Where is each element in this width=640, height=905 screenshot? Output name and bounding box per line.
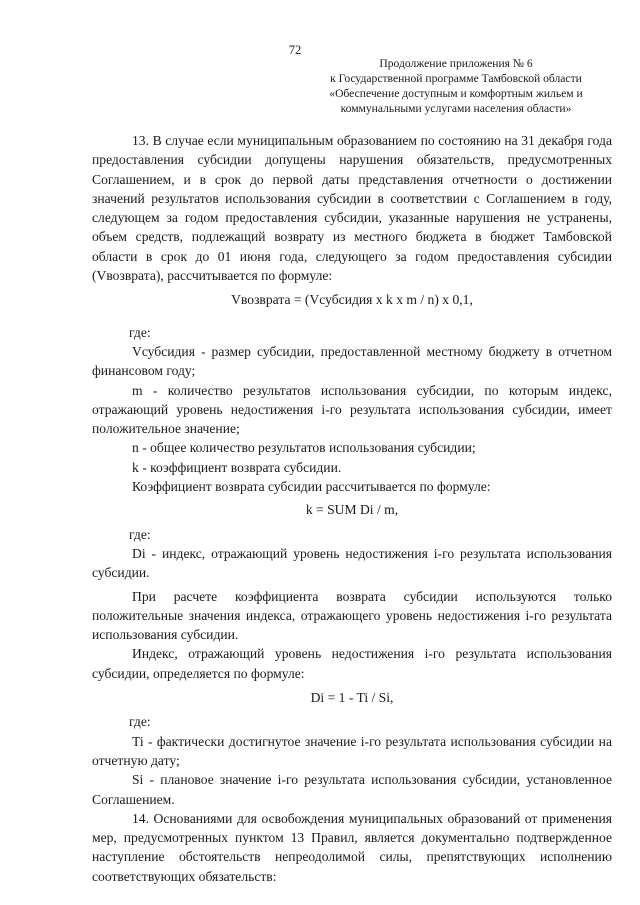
paragraph-14: 14. Основаниями для освобождения муниципальных образований от применения мер, предусмотренных пунктом 13 Правил, является документально подтвержденное наступление обстоятельств непреодолимой силы, препятствующих исполнению соответствующих обязательств:	[92, 810, 612, 884]
appendix-header	[306, 56, 606, 116]
page-number: 72	[288, 43, 302, 57]
formula-di: Di = 1 - Ti / Si,	[310, 690, 394, 706]
header-line-1: Продолжение приложения № 6	[379, 57, 533, 70]
header-line-3: «Обеспечение доступным и комфортным жильем и	[329, 87, 583, 100]
header-line-2: к Государственной программе Тамбовской области	[330, 72, 582, 85]
def-m: m - количество результатов использования субсидии, по которым индекс, отражающий уровень недостижения i-го результата использования субсидии, имеет положительное значение;	[92, 382, 612, 437]
formula-k: k = SUM Di / m,	[305, 502, 399, 518]
where-label-2: где:	[129, 526, 151, 542]
def-v-subsidy: Vсубсидия - размер субсидии, предоставленной местному бюджету в отчетном финансовом году;	[92, 343, 612, 379]
def-k: k - коэффициент возврата субсидии.	[132, 459, 342, 475]
paragraph-13: 13. В случае если муниципальным образованием по состоянию на 31 декабря года предоставления субсидии допущены нарушения обязательств, предусмотренных Соглашением, и в срок до первой даты представления отчетности о достижении значений результатов использования субсидии в соответствии с Соглашением в году, следующем за годом предоставления субсидии, указанные нарушения не устранены, объем средств, подлежащий возврату из местного бюджета в бюджет Тамбовской области в срок до 01 июня года, следующего за годом предоставления субсидии (Vвозврата), рассчитывается по формуле:	[92, 133, 612, 284]
def-di: Di - индекс, отражающий уровень недостижения i-го результата использования субсидии.	[92, 545, 612, 581]
def-n: n - общее количество результатов использования субсидии;	[132, 440, 476, 456]
where-label-3: где:	[129, 714, 151, 730]
def-ti: Ti - фактически достигнутое значение i-го результата использования субсидии на отчетную дату;	[92, 733, 612, 768]
def-si: Si - плановое значение i-го результата использования субсидии, установленное Соглашением.	[92, 772, 612, 807]
document-body	[92, 131, 612, 886]
k-formula-intro: Коэффициент возврата субсидии рассчитывается по формуле:	[132, 479, 491, 495]
index-formula-intro: Индекс, отражающий уровень недостижения i-го результата использования субсидии, определяется по формуле:	[92, 646, 612, 681]
where-label-1: где:	[129, 324, 151, 340]
formula-v-return: Vвозврата = (Vсубсидия x k x m / n) x 0,1,	[231, 292, 473, 308]
calc-note: При расчете коэффициента возврата субсидии используются только положительные значения индекса, отражающего уровень недостижения i-го результата использования субсидии.	[92, 588, 612, 643]
header-line-4: коммунальными услугами населения области»	[340, 102, 572, 115]
